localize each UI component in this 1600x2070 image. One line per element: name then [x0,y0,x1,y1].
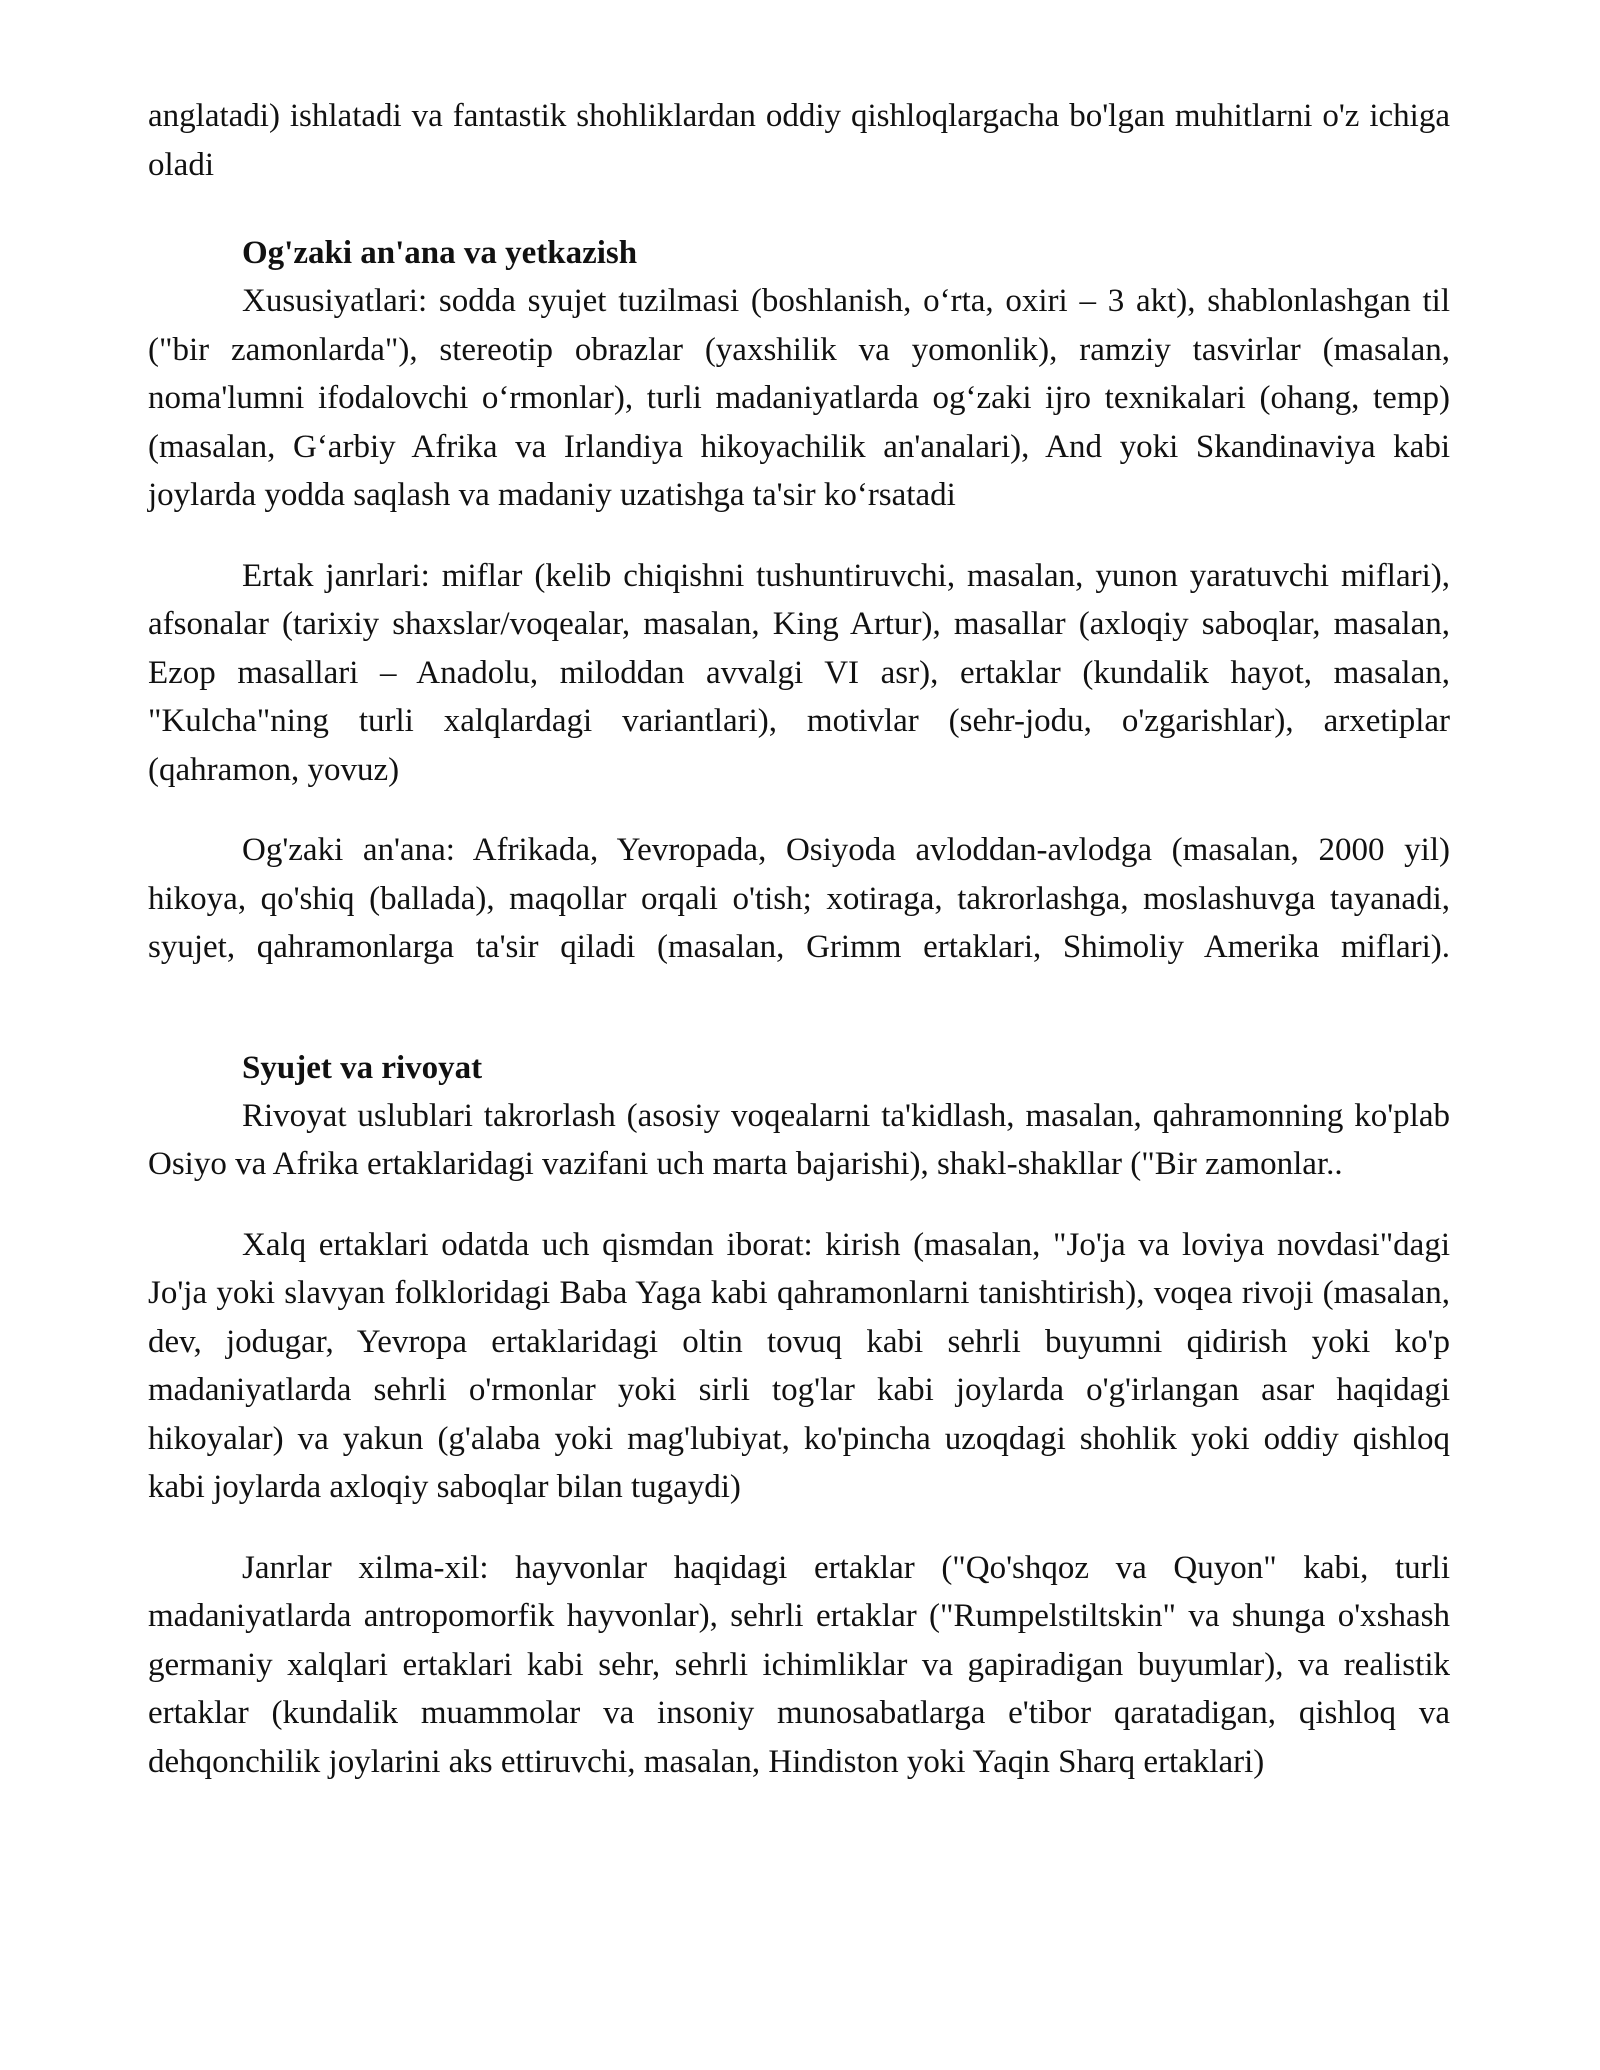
intro-paragraph: anglatadi) ishlatadi va fantastik shohliklardan oddiy qishloqlargacha bo'lgan muhitlarni o'z ichiga oladi [148,98,1450,183]
section-heading-plot-narrative: Syujet va rivoyat [242,1049,483,1086]
paragraph-narrative-styles: Rivoyat uslublari takrorlash (asosiy voqealarni ta'kidlash, masalan, qahramonning ko'plab Osiyo va Afrika ertaklaridagi vazifani uch marta bajarishi), shakl-shakllar ("Bir zamonlar.. [148,1097,1450,1182]
paragraph-genre-variety: Janrlar xilma-xil: hayvonlar haqidagi ertaklar ("Qo'shqoz va Quyon" kabi, turli madaniyatlarda antropomorfik hayvonlar), sehrli ertaklar ("Rumpelstiltskin" va shunga o'xshash germaniy xalqlari ertaklari kabi sehr, sehrli ichimliklar va gapiradigan buyumlar), va realistik ertaklar (kundalik muammolar va insoniy munosabatlarga e'tibor qaratadigan, qishloq va dehqonchilik joylarini aks ettiruvchi, masalan, Hindiston yoki Yaqin Sharq ertaklari) [148,1549,1450,1780]
paragraph-genres: Ertak janrlari: miflar (kelib chiqishni tushuntiruvchi, masalan, yunon yaratuvchi miflari), afsonalar (tarixiy shaxslar/voqealar, masalan, King Artur), masallar (axloqiy saboqlar, masalan, Ezop masallari – Anadolu, miloddan avvalgi VI asr), ertaklar (kundalik hayot, masalan, "Kulcha"ning turli xalqlardagi variantlari), motivlar (sehr-jodu, o'zgarishlar), arxetiplar (qahramon, yovuz) [148,557,1450,788]
section-heading-oral-tradition: Og'zaki an'ana va yetkazish [242,235,638,271]
paragraph-folk-tale-structure: Xalq ertaklari odatda uch qismdan iborat: kirish (masalan, "Jo'ja va loviya novdasi"dagi Jo'ja yoki slavyan folkloridagi Baba Yaga kabi qahramonlarni tanishtirish), voqea rivoji (masalan, dev, jodugar, Yevropa ertaklaridagi oltin tovuq kabi sehrli buyumni qidirish yoki ko'p madaniyatlarda sehrli o'rmonlar yoki sirli tog'lar kabi joylarda o'g'irlangan asar haqidagi hikoyalar) va yakun (g'alaba yoki mag'lubiyat, ko'pincha uzoqdagi shohlik yoki oddiy qishloq kabi joylarda axloqiy saboqlar bilan tugaydi) [148,1226,1450,1505]
document-page [148,92,1450,1786]
paragraph-features: Xususiyatlari: sodda syujet tuzilmasi (boshlanish, o‘rta, oxiri – 3 akt), shablonlashgan til ("bir zamonlarda"), stereotip obrazlar (yaxshilik va yomonlik), ramziy tasvirlar (masalan, noma'lumni ifodalovchi o‘rmonlar), turli madaniyatlarda og‘zaki ijro texnikalari (ohang, temp) (masalan, G‘arbiy Afrika va Irlandiya hikoyachilik an'analari), And yoki Skandinaviya kabi joylarda yodda saqlash va madaniy uzatishga ta'sir ko‘rsatadi [148,283,1450,513]
paragraph-oral-tradition: Og'zaki an'ana: Afrikada, Yevropada, Osiyoda avloddan-avlodga (masalan, 2000 yil) hikoya, qo'shiq (ballada), maqollar orqali o'tish; xotiraga, takrorlashga, moslashuvga tayanadi, syujet, qahramonlarga ta'sir qiladi (masalan, Grimm ertaklari, Shimoliy Amerika miflari). [148,832,1450,965]
